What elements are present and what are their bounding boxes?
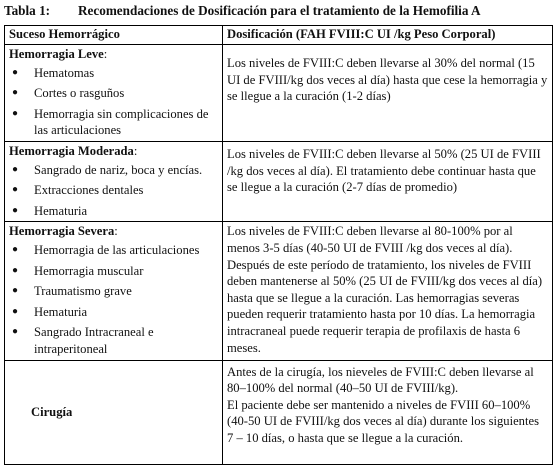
list-item: [9, 263, 218, 280]
dosing-text-pre: Antes de la cirugía, los nieveles de FVIII:C deben llevarse al 80–100% del normal (40–50 UI de FVIII/kg).: [227, 364, 534, 396]
list-item: [9, 85, 218, 102]
category-colon: :: [133, 143, 138, 158]
list-item: [9, 65, 218, 82]
table-header-row: [5, 26, 553, 45]
list-item-text: Extracciones dentales: [34, 183, 144, 198]
list-item-text: Cortes o rasguños: [34, 86, 125, 101]
dosing-text: Los niveles de FVIII:C deben llevarse al 50% (25 UI de FVIII /kg dos veces al día). El tratamiento debe continuar hasta que se llegue a la curación (2-7 días de promedio): [227, 146, 541, 195]
table-caption: [4, 3, 552, 19]
list-item-text: Hemorragia de las articulaciones: [34, 242, 200, 257]
list-item: [9, 242, 218, 259]
dosing-cell: [223, 360, 553, 464]
category-title-text: Hemorragia Leve: [9, 47, 104, 61]
list-item-text: Hematuria: [34, 304, 88, 319]
list-item-text: Traumatismo grave: [34, 284, 132, 299]
dosing-cell: [223, 45, 553, 142]
event-cell-surgery: Cirugía: [5, 360, 223, 464]
event-cell: [5, 222, 223, 360]
list-item-text: Sangrado Intracraneal e intraperitoneal: [34, 325, 154, 356]
event-list: [9, 242, 218, 358]
category-title: [9, 143, 218, 160]
event-list: [9, 65, 218, 139]
dosing-cell: [223, 222, 553, 360]
list-item: [9, 203, 218, 220]
list-item-text: Hematomas: [34, 65, 95, 80]
table-caption-title: Recomendaciones de Dosificación para el tratamiento de la Hemofilia A: [78, 3, 481, 18]
list-item: [9, 106, 218, 139]
event-cell: [5, 45, 223, 142]
category-title-text: Hemorragia Moderada: [9, 143, 134, 158]
list-item-text: Hemorragia sin complicaciones de las articulaciones: [34, 106, 209, 138]
bullet-icon: ●: [12, 204, 19, 216]
dosing-cell: [223, 141, 553, 221]
category-title: [9, 223, 218, 240]
list-item-text: Sangrado de nariz, boca y encías.: [34, 162, 203, 177]
list-item-text: Hematuria: [34, 203, 88, 218]
bullet-icon: ●: [12, 305, 19, 317]
list-item: [9, 304, 218, 321]
list-item-text: Hemorragia muscular: [34, 263, 144, 278]
list-item: [9, 182, 218, 199]
dosing-text: Los niveles de FVIII:C deben llevarse al 30% del normal (15 UI de FVIII/kg dos veces al día) hasta que cese la hemorragia y se llegue a la curación (1-2 días): [227, 56, 548, 104]
table-row-severa: [5, 222, 553, 360]
list-item: [9, 162, 218, 179]
header-suceso: Suceso Hemorrágico: [5, 26, 223, 45]
list-item: [9, 283, 218, 300]
list-item: [9, 324, 218, 357]
table-caption-label: Tabla 1:: [4, 3, 51, 18]
bullet-icon: ●: [12, 107, 19, 119]
bullet-icon: ●: [12, 87, 19, 99]
bullet-icon: ●: [12, 163, 19, 175]
table-row-cirugia: [5, 360, 553, 464]
bullet-icon: ●: [12, 285, 19, 297]
category-colon: :: [103, 47, 108, 61]
category-title-text: Hemorragia Severa: [9, 224, 115, 239]
bullet-icon: ●: [12, 326, 19, 338]
category-title: [9, 46, 218, 63]
dosing-text: Los niveles de FVIII:C deben llevarse al 80-100% por al menos 3-5 días (40-50 UI de FVIII /kg dos veces al día). Después de este período de tratamiento, los niveles de FVIII deben mantenerse al 50% (25 UI de FVIII/kg dos veces al día) hasta que se llegue a la curación. Las hemorragias severas pueden requerir tratamiento hasta por 10 días. La hemorragia intracraneal puede requerir terapia de profilaxis de hasta 6 meses.: [227, 224, 543, 355]
category-colon: :: [114, 224, 118, 239]
table-row-moderada: [5, 141, 553, 221]
header-dosificacion: Dosificación (FAH FVIII:C UI /kg Peso Corporal): [223, 26, 553, 45]
bullet-icon: ●: [12, 243, 19, 255]
bullet-icon: ●: [12, 66, 19, 78]
table-row-leve: [5, 45, 553, 142]
event-list: [9, 162, 218, 220]
dosing-table: [4, 25, 553, 465]
dosing-text-post: El paciente debe ser mantenido a niveles de FVIII 60–100% (40-50 UI de FVIII/kg dos veces al día) durante los siguientes 7 – 10 días, o hasta que se llegue a la curación.: [227, 397, 539, 445]
bullet-icon: ●: [12, 184, 19, 196]
bullet-icon: ●: [12, 264, 19, 276]
event-cell: [5, 141, 223, 221]
